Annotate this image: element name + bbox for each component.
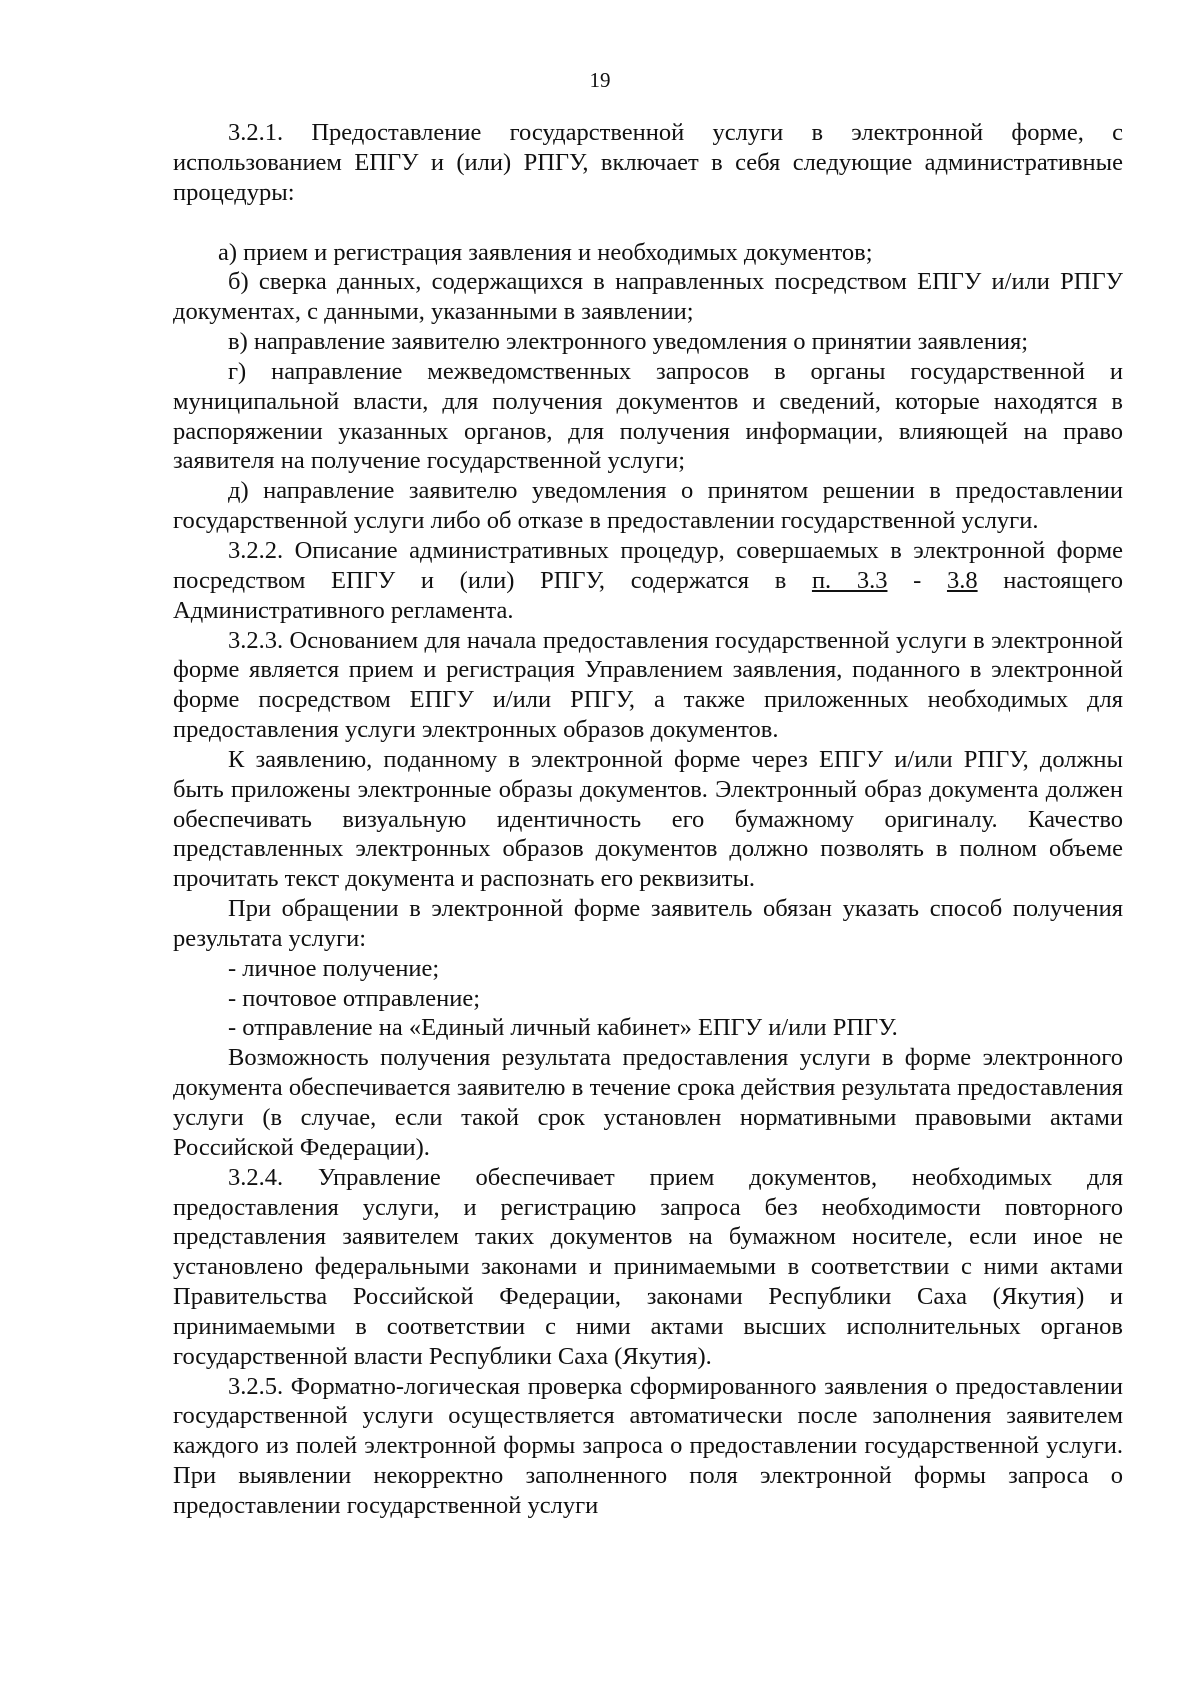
paragraph-3-2-2-text-after: настоящего Административного регламента. <box>173 566 1123 624</box>
page-number: 19 <box>589 68 611 92</box>
paragraph-3-2-2-text-before: 3.2.2. Описание административных процедур, совершаемых в электронной форме посредством ЕПГУ и (или) РПГУ, содержатся в <box>173 536 1123 594</box>
paragraph-3-2-2-dash: - <box>887 566 947 594</box>
list-item-a: а) прием и регистрация заявления и необходимых документов; <box>218 238 873 266</box>
list-item-cabinet: - отправление на «Единый личный кабинет» ЕПГУ и/или РПГУ. <box>228 1014 898 1042</box>
paragraph-result-method: При обращении в электронной форме заявитель обязан указать способ получения результата услуги: <box>173 895 1123 952</box>
list-item-v: в) направление заявителю электронного уведомления о принятии заявления; <box>228 328 1029 356</box>
document-body <box>173 118 1123 1521</box>
paragraph-3-2-3: 3.2.3. Основанием для начала предоставления государственной услуги в электронной форме является прием и регистрация Управлением заявления, поданного в электронной форме посредством ЕПГУ и/или РПГУ, а также приложенных необходимых для предоставления услуги электронных образов документов. <box>173 626 1123 744</box>
list-item-g: г) направление межведомственных запросов в органы государственной и муниципальной власти, для получения документов и сведений, которые находятся в распоряжении указанных органов, для получения информации, влияющей на право заявителя на получение государственной услуги; <box>173 357 1123 475</box>
list-item-postal: - почтовое отправление; <box>228 984 481 1012</box>
paragraph-3-2-5: 3.2.5. Форматно-логическая проверка сформированного заявления о предоставлении государственной услуги осуществляется автоматически после заполнения заявителем каждого из полей электронной формы запроса о предоставлении государственной услуги. При выявлении некорректно заполненного поля электронной формы запроса о предоставлении государственной услуги <box>173 1372 1123 1519</box>
paragraph-3-2-1: 3.2.1. Предоставление государственной услуги в электронной форме, с использованием ЕПГУ и (или) РПГУ, включает в себя следующие административные процедуры: <box>173 119 1123 206</box>
reference-link-3-8[interactable]: 3.8 <box>946 566 978 594</box>
list-item-personal: - личное получение; <box>228 954 440 982</box>
paragraph-electronic-images: К заявлению, поданному в электронной форме через ЕПГУ и/или РПГУ, должны быть приложены электронные образы документов. Электронный образ документа должен обеспечивать визуальную идентичность его бумажному оригиналу. Качество представленных электронных образов документов должно позволять в полном объеме прочитать текст документа и распознать его реквизиты. <box>173 745 1123 893</box>
list-item-b: б) сверка данных, содержащихся в направленных посредством ЕПГУ и/или РПГУ документах, с данными, указанными в заявлении; <box>173 268 1123 326</box>
paragraph-3-2-4: 3.2.4. Управление обеспечивает прием документов, необходимых для предоставления услуги, и регистрацию запроса без необходимости повторного представления заявителем таких документов на бумажном носителе, если иное не установлено федеральными законами и принимаемыми в соответствии с ними актами Правительства Российской Федерации, законами Республики Саха (Якутия) и принимаемыми в соответствии с ними актами высших исполнительных органов государственной власти Республики Саха (Якутия). <box>173 1163 1123 1370</box>
paragraph-result-possibility: Возможность получения результата предоставления услуги в форме электронного документа обеспечивается заявителю в течение срока действия результата предоставления услуги (в случае, если такой срок установлен нормативными правовыми актами Российской Федерации). <box>173 1044 1123 1161</box>
paragraph-3-2-2 <box>173 536 1123 626</box>
list-item-d: д) направление заявителю уведомления о принятом решении в предоставлении государственной услуги либо об отказе в предоставлении государственной услуги. <box>173 477 1123 535</box>
reference-link-3-3[interactable]: п. 3.3 <box>811 566 888 594</box>
